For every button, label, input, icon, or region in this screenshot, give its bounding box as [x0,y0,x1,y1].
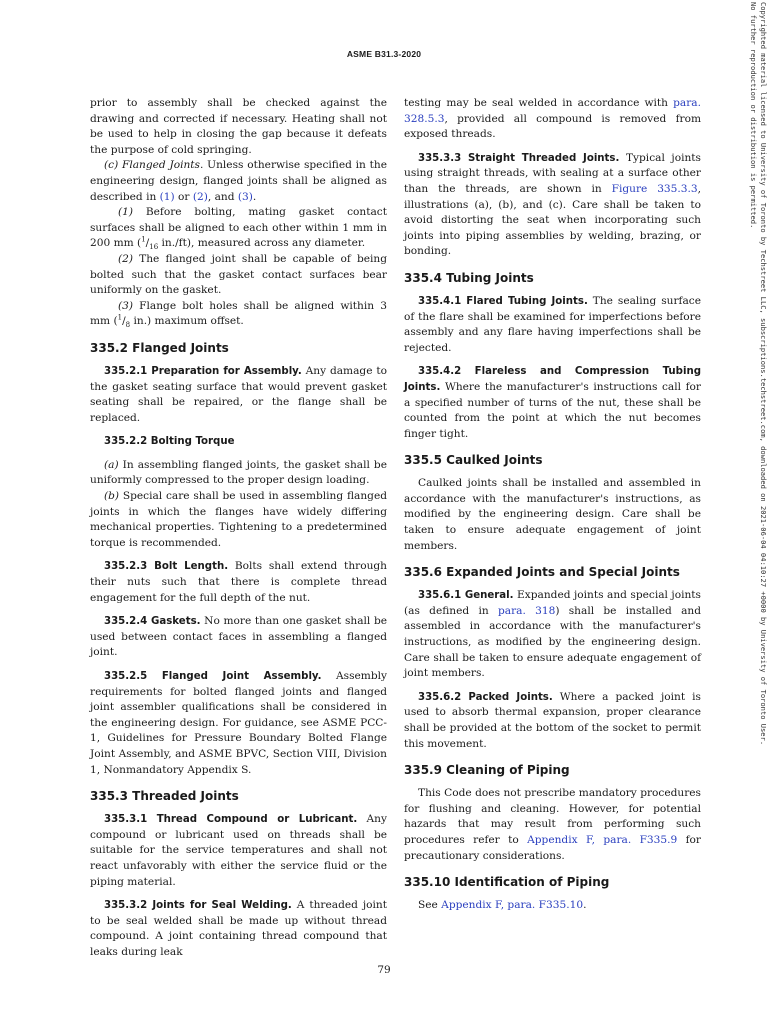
running-header: ASME B31.3-2020 [346,49,422,59]
section-335-2-2-b: (b) Special care shall be used in assembling flanged joints in which the flanges have widely differing mechanical properties. Tightening to a predetermined torque is recommended. [90,490,387,549]
paragraph-continued: testing may be seal welded in accordance with para. 328.5.3, provided all compound is removed from exposed threads. [404,97,701,141]
link-figure-335-3-3[interactable]: Figure 335.3.3 [611,182,698,195]
heading-335-2: 335.2 Flanged Joints [90,340,229,355]
paragraph-c: (c) Flanged Joints. Unless otherwise specified in the engineering design, flanged joints shall be aligned as described in (1) or (2), and (3). [90,159,387,203]
link-para-318[interactable]: para. 318 [497,604,556,617]
section-335-3-2: 335.3.2 Joints for Seal Welding. A threaded joint to be seal welded shall be made up without thread compound. A joint containing thread compound that leaks during leak [90,899,387,958]
section-335-5: Caulked joints shall be installed and assembled in accordance with the manufacturer's instructions, as modified by the engineering design. Care shall be taken to ensure adequate engagement of joint members. [404,477,701,552]
left-column [90,96,387,961]
section-335-4-2: 335.4.2 Flareless and Compression Tubing Joints. Where the manufacturer's instructions call for a specified number of turns of the nut, these shall be counted from the point at which the nut becomes finger tight. [404,366,701,440]
heading-335-6: 335.6 Expanded Joints and Special Joints [404,565,680,580]
link-appendix-f-f335-9[interactable]: Appendix F, para. F335.9 [527,833,678,846]
heading-335-3: 335.3 Threaded Joints [90,789,239,804]
heading-335-9: 335.9 Cleaning of Piping [404,763,570,778]
watermark-line-1: Copyrighted material licensed to University of Toronto by Techstreet LLC, subscriptions.techstreet.com, downloaded on 2021-06-04 04:10:27 +0000 by University of Toronto User. [759,2,768,746]
section-335-2-1: 335.2.1 Preparation for Assembly. Any damage to the gasket seating surface that would prevent gasket seating shall be repaired, or the flange shall be replaced. [90,364,387,424]
section-335-2-3: 335.2.3 Bolt Length. Bolts shall extend through their nuts such that there is complete thread engagement for the full depth of the nut. [90,560,388,604]
copyright-watermark [712,0,768,1020]
section-335-6-1: 335.6.1 General. Expanded joints and special joints (as defined in para. 318) shall be installed and assembled in accordance with the manufacturer's instructions, as modified by the engineering design. Care shall be taken to ensure adequate engagement of joint members. [404,589,701,680]
section-335-2-2-heading: 335.2.2 Bolting Torque [104,436,235,448]
section-335-6-2: 335.6.2 Packed Joints. Where a packed joint is used to absorb thermal expansion, proper clearance shall be provided at the bottom of the socket to permit this movement. [404,690,701,750]
heading-335-4: 335.4 Tubing Joints [404,270,534,285]
link-2[interactable]: (2) [192,190,208,203]
heading-335-10: 335.10 Identification of Piping [404,875,610,890]
label-c: (c) Flanged Joints. [104,159,204,172]
section-335-2-2-a: (a) In assembling flanged joints, the gasket shall be uniformly compressed to the proper design loading. [90,458,387,487]
paragraph-c2: (2) The flanged joint shall be capable of being bolted such that the gasket contact surfaces bear uniformly on the gasket. [90,252,387,297]
page-number: 79 [377,964,391,976]
link-para-328-5-3[interactable]: para. 328.5.3 [404,97,701,125]
right-column [404,96,701,914]
link-appendix-f-f335-10[interactable]: Appendix F, para. F335.10 [441,899,584,912]
link-1[interactable]: (1) [159,190,175,203]
paragraph-intro: prior to assembly shall be checked against the drawing and corrected if necessary. Heating shall not be used to help in closing the gap because it defeats the purpose of cold springing. [90,97,387,156]
section-335-2-5: 335.2.5 Flanged Joint Assembly. Assembly requirements for bolted flanged joints and flanged joint assembler qualifications shall be considered in the engineering design. For guidance, see ASME PCC-1, Guidelines for Pressure Boundary Bolted Flange Joint Assembly, and ASME BPVC, Section VIII, Division 1, Nonmandatory Appendix S. [90,670,387,776]
watermark-line-2: No further reproduction or distribution is permitted. [749,2,758,229]
section-335-9: This Code does not prescribe mandatory procedures for flushing and cleaning. However, for potential hazards that may result from performing such procedures refer to Appendix F, para. F335.9 for precautionary considerations. [404,787,701,862]
heading-335-5: 335.5 Caulked Joints [404,453,543,468]
section-335-4-1: 335.4.1 Flared Tubing Joints. The sealing surface of the flare shall be examined for imperfections before assembly and any flare having imperfections shall be rejected. [404,294,701,354]
section-335-3-1: 335.3.1 Thread Compound or Lubricant. Any compound or lubricant used on threads shall be suitable for the service temperatures and shall not react unfavorably with either the service fluid or the piping material. [90,813,387,888]
link-3[interactable]: (3) [237,190,253,203]
section-335-2-4: 335.2.4 Gaskets. No more than one gasket shall be used between contact faces in assembling a flanged joint. [90,615,387,659]
section-335-3-3: 335.3.3 Straight Threaded Joints. Typical joints using straight threads, with sealing at a surface other than the threads, are shown in Figure 335.3.3, illustrations (a), (b), and (c). Care shall be taken to avoid distorting the seat when incorporating such joints into piping assemblies by welding, brazing, or bonding. [404,151,702,258]
section-335-10: See Appendix F, para. F335.10. [418,899,587,912]
paragraph-c3: (3) Flange bolt holes shall be aligned within 3 mm ($^1/_8$ in.) maximum offset. [90,299,387,330]
paragraph-c1: (1) Before bolting, mating gasket contact surfaces shall be aligned to each other within 1 mm in 200 mm ($^1/_{16}$ in./ft), measured across any diameter. [90,206,387,252]
